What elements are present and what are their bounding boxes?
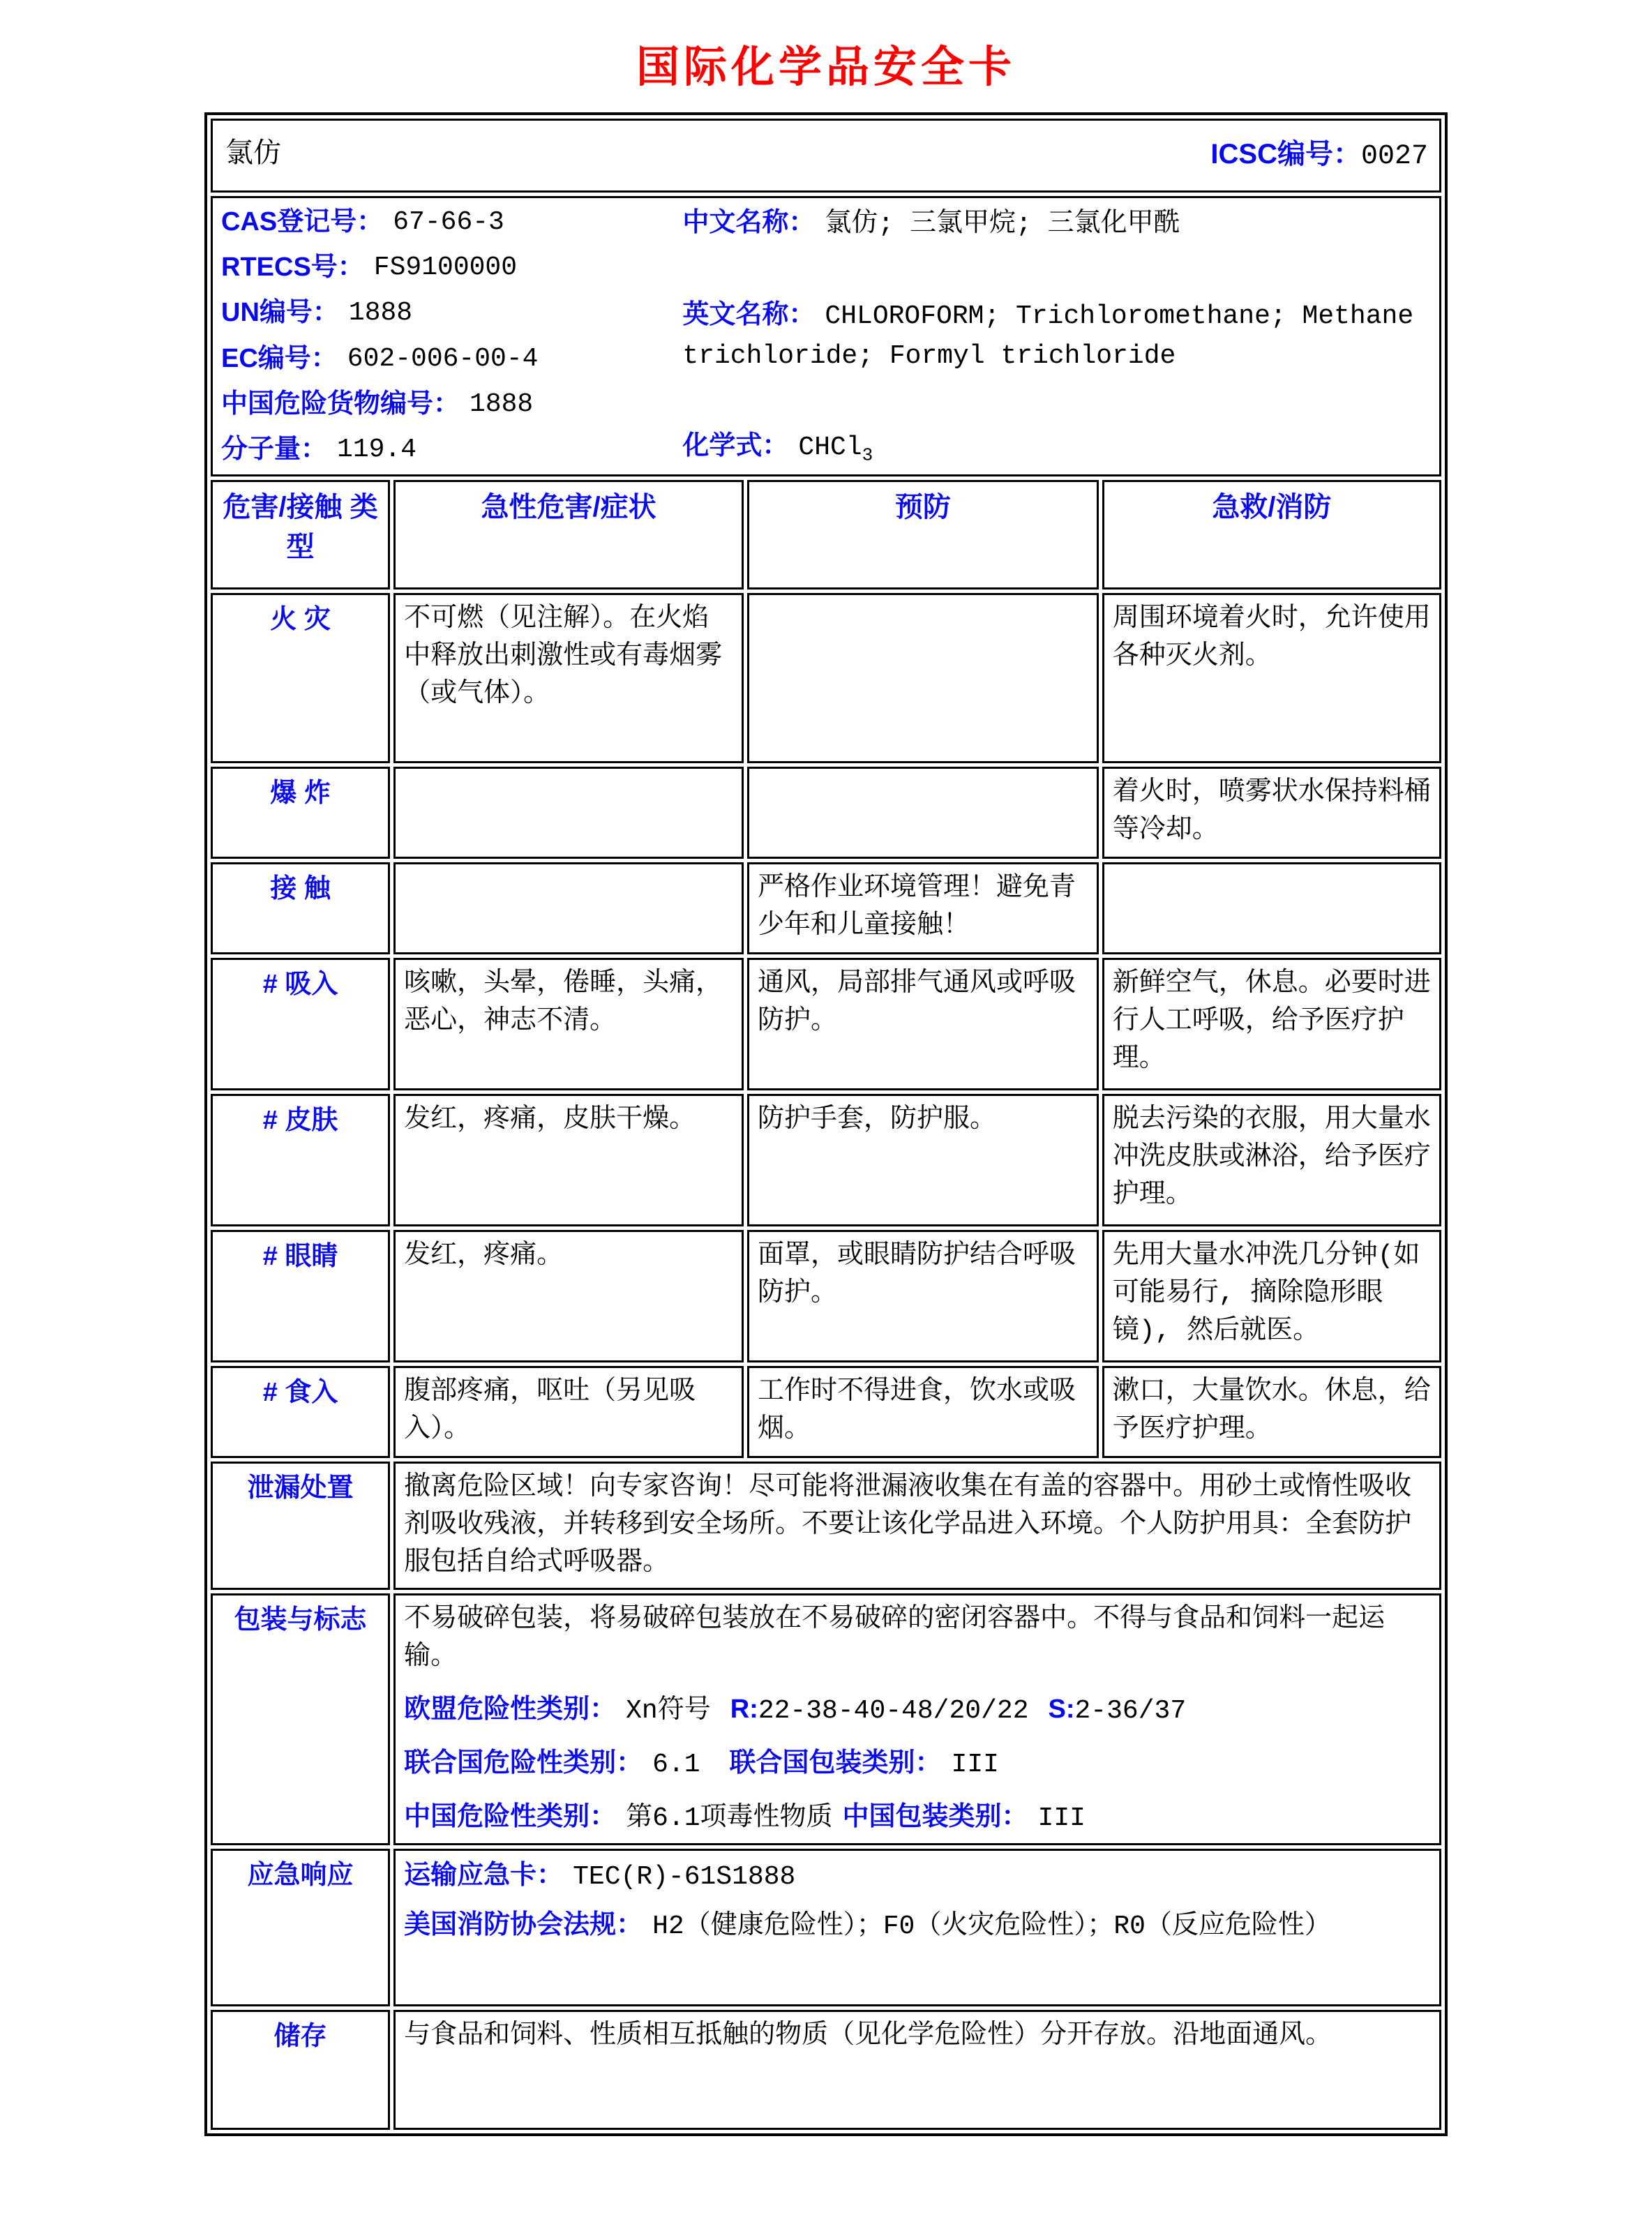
emergency-row: [211, 1849, 1441, 2006]
contact-prevention-cell: 严格作业环境管理！避免青少年和儿童接触！: [747, 862, 1099, 954]
col-header-firstaid: 急救/消防: [1102, 480, 1441, 589]
spill-row: [211, 1462, 1441, 1590]
transport-emergency-card: 运输应急卡： TEC(R)-61S1888: [404, 1860, 796, 1892]
hazard-row-fire: [211, 593, 1441, 763]
row-label-storage: 储存: [211, 2010, 390, 2130]
hazard-row-contact: [211, 862, 1441, 954]
icsc-value: 0027: [1360, 140, 1428, 172]
ingestion-symptoms-cell: 腹部疼痛，呕吐（另见吸入）。: [393, 1366, 744, 1458]
identifiers-row: [211, 196, 1441, 476]
packaging-row: [211, 1593, 1441, 1845]
hazard-header-row: [211, 480, 1441, 589]
inhalation-symptoms-cell: 咳嗽，头晕，倦睡，头痛，恶心，神志不清。: [393, 958, 744, 1090]
emergency-content-cell: [393, 1849, 1441, 2006]
ec-number: EC编号： 602-006-00-4: [221, 343, 539, 374]
hazard-row-eyes: [211, 1230, 1441, 1362]
hazard-row-inhalation: [211, 958, 1441, 1090]
row-label-eyes: # 眼睛: [211, 1230, 390, 1362]
chemical-formula: 化学式： CHCl$_3$: [682, 431, 873, 467]
col-header-prevention: 预防: [747, 480, 1099, 589]
contact-symptoms-cell: [393, 862, 744, 954]
hazard-row-ingestion: [211, 1366, 1441, 1458]
skin-prevention-cell: 防护手套，防护服。: [747, 1094, 1099, 1226]
safety-card-table: [204, 112, 1448, 2136]
col-header-symptoms: 急性危害/症状: [393, 480, 744, 589]
hazard-row-explosion: [211, 767, 1441, 859]
english-name: 英文名称： CHLOROFORM; Trichloromethane; Methane trichloride; Formyl trichloride: [682, 299, 1414, 371]
un-number: UN编号： 1888: [221, 298, 413, 329]
skin-symptoms-cell: 发红，疼痛，皮肤干燥。: [393, 1094, 744, 1226]
eyes-symptoms-cell: 发红，疼痛。: [393, 1230, 744, 1362]
china-dg-number: 中国危险货物编号： 1888: [221, 389, 534, 419]
storage-row: [211, 2010, 1441, 2130]
icsc-number: [1210, 135, 1431, 177]
contact-firstaid-cell: [1102, 862, 1441, 954]
hazard-row-skin: [211, 1094, 1441, 1226]
row-label-ingestion: # 食入: [211, 1366, 390, 1458]
storage-content-cell: 与食品和饲料、性质相互抵触的物质（见化学危险性）分开存放。沿地面通风。: [393, 2010, 1441, 2130]
eyes-prevention-cell: 面罩，或眼睛防护结合呼吸防护。: [747, 1230, 1099, 1362]
inhalation-firstaid-cell: 新鲜空气，休息。必要时进行人工呼吸，给予医疗护理。: [1102, 958, 1441, 1090]
substance-name: 氯仿: [225, 139, 281, 171]
row-label-skin: # 皮肤: [211, 1094, 390, 1226]
explosion-firstaid-cell: 着火时，喷雾状水保持料桶等冷却。: [1102, 767, 1441, 859]
molecular-weight: 分子量： 119.4: [221, 435, 417, 465]
fire-symptoms-cell: 不可燃（见注解）。在火焰中释放出刺激性或有毒烟雾（或气体）。: [393, 593, 744, 763]
card-header-row: [211, 119, 1441, 193]
explosion-symptoms-cell: [393, 767, 744, 859]
eyes-firstaid-cell: 先用大量水冲洗几分钟(如可能易行, 摘除隐形眼镜), 然后就医。: [1102, 1230, 1441, 1362]
row-label-fire: 火 灾: [211, 593, 390, 763]
rtecs-number: RTECS号： FS9100000: [221, 253, 518, 283]
ingestion-firstaid-cell: 漱口，大量饮水。休息，给予医疗护理。: [1102, 1366, 1441, 1458]
identifier-list: [221, 204, 679, 469]
chinese-name: 中文名称： 氯仿; 三氯甲烷; 三氯化甲酰: [682, 208, 1180, 239]
row-label-packaging: 包装与标志: [211, 1593, 390, 1845]
page-title: 国际化学品安全卡: [636, 41, 1016, 92]
fire-prevention-cell: [747, 593, 1099, 763]
nfpa-code: 美国消防协会法规： H2（健康危险性）；F0（火灾危险性）；R0（反应危险性）: [404, 1909, 1331, 1942]
spill-content-cell: 撤离危险区域！向专家咨询！尽可能将泄漏液收集在有盖的容器中。用砂土或惰性吸收剂吸收残液，并转移到安全场所。不要让该化学品进入环境。个人防护用具：全套防护服包括自给式呼吸器。: [393, 1462, 1441, 1590]
skin-firstaid-cell: 脱去污染的衣服，用大量水冲洗皮肤或淋浴，给予医疗护理。: [1102, 1094, 1441, 1226]
icsc-label: ICSC编号：: [1210, 138, 1361, 170]
china-hazard-class: 中国危险性类别： 第6.1项毒性物质 中国包装类别： III: [404, 1801, 1086, 1833]
row-label-spill: 泄漏处置: [211, 1462, 390, 1590]
row-label-contact: 接 触: [211, 862, 390, 954]
ingestion-prevention-cell: 工作时不得进食，饮水或吸烟。: [747, 1366, 1099, 1458]
explosion-prevention-cell: [747, 767, 1099, 859]
names-block: [679, 204, 1431, 469]
row-label-explosion: 爆 炸: [211, 767, 390, 859]
eu-hazard-class: 欧盟危险性类别： Xn符号 R:22-38-40-48/20/22 S:2-36/37: [404, 1694, 1187, 1726]
identifiers-cell: [211, 196, 1441, 476]
col-header-type: 危害/接触 类型: [211, 480, 390, 589]
packaging-line1: 不易破碎包装，将易破碎包装放在不易破碎的密闭容器中。不得与食品和饲料一起运输。: [404, 1604, 1386, 1672]
row-label-emergency: 应急响应: [211, 1849, 390, 2006]
un-hazard-class: 联合国危险性类别： 6.1 联合国包装类别： III: [404, 1748, 999, 1780]
cas-number: CAS登记号： 67-66-3: [221, 207, 504, 237]
card-header-cell: [211, 119, 1441, 193]
packaging-content-cell: [393, 1593, 1441, 1845]
fire-firstaid-cell: 周围环境着火时，允许使用各种灭火剂。: [1102, 593, 1441, 763]
row-label-inhalation: # 吸入: [211, 958, 390, 1090]
inhalation-prevention-cell: 通风，局部排气通风或呼吸防护。: [747, 958, 1099, 1090]
